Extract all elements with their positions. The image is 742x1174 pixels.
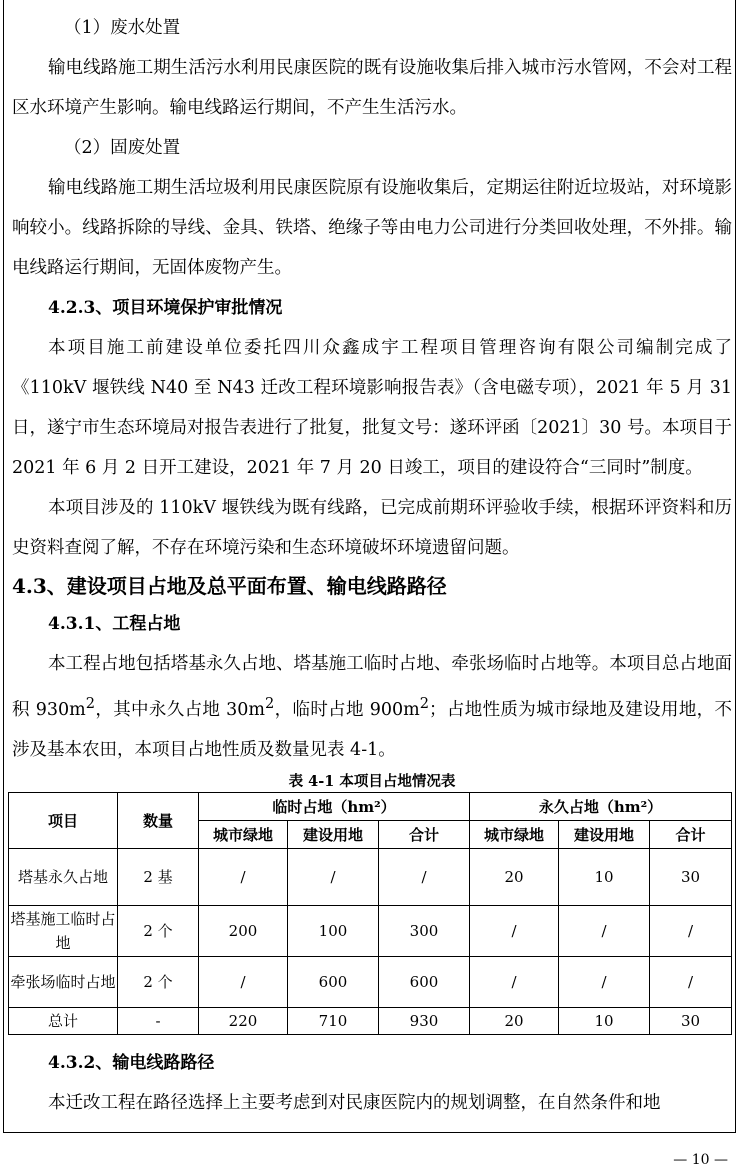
table-cell: / <box>559 956 650 1007</box>
row-item-label: 牵张场临时占地 <box>9 956 118 1007</box>
table-cell: 20 <box>470 1007 559 1034</box>
table-cell: / <box>288 848 379 905</box>
land-text-4: ；占地性质为城市绿地及建设用地，不涉及基本农田，本项目占地性质及数量见表 4-1。 <box>12 699 733 760</box>
waste-water-title: （1）废水处置 <box>64 18 181 38</box>
heading-4-2-3: 4.2.3、项目环境保护审批情况 <box>48 298 283 318</box>
superscript-2: 2 <box>85 695 96 712</box>
row-item-label: 总计 <box>9 1007 118 1034</box>
land-use-paragraph <box>12 644 732 770</box>
table-cell: 710 <box>288 1007 379 1034</box>
header-permanent: 永久占地（hm²） <box>470 792 732 820</box>
table-cell: 600 <box>288 956 379 1007</box>
superscript-2: 2 <box>419 695 430 712</box>
page-number: — 10 — <box>673 1152 728 1168</box>
table-header-row <box>9 792 732 820</box>
table-cell: 30 <box>650 848 732 905</box>
solid-waste-paragraph: 输电线路施工期生活垃圾利用民康医院原有设施收集后，定期运往附近垃圾站，对环境影响较小。线路拆除的导线、金具、铁塔、绝缘子等由电力公司进行分类回收处理，不外排。输电线路运行期间，无固体废物产生。 <box>12 178 732 278</box>
row-quantity: 2 个 <box>118 956 199 1007</box>
table-cell: 930 <box>379 1007 470 1034</box>
subheader-cell: 城市绿地 <box>470 820 559 848</box>
waste-water-paragraph: 输电线路施工期生活污水利用民康医院的既有设施收集后排入城市污水管网，不会对工程区水环境产生影响。输电线路运行期间，不产生生活污水。 <box>12 58 732 118</box>
table-cell: 220 <box>199 1007 288 1034</box>
table-cell: / <box>199 848 288 905</box>
heading-4-3-2: 4.3.2、输电线路路径 <box>48 1052 215 1073</box>
row-item-label: 塔基永久占地 <box>9 848 118 905</box>
subheader-cell: 合计 <box>379 820 470 848</box>
row-quantity: 2 基 <box>118 848 199 905</box>
land-text-1: 本工程占地包括塔基永久占地、塔基施工临时占地、牵张场临时占地等。本项目总占地面积 930m <box>12 654 732 720</box>
land-text-3: ，临时占地 900m <box>274 699 420 720</box>
table-cell: / <box>650 956 732 1007</box>
table-cell: 10 <box>559 848 650 905</box>
superscript-2: 2 <box>265 695 275 712</box>
row-quantity: - <box>118 1007 199 1034</box>
table-cell: / <box>470 956 559 1007</box>
table-row <box>9 848 732 905</box>
header-quantity: 数量 <box>118 792 199 848</box>
table-cell: 30 <box>650 1007 732 1034</box>
row-quantity: 2 个 <box>118 905 199 956</box>
table-cell: / <box>650 905 732 956</box>
route-paragraph: 本迁改工程在路径选择上主要考虑到对民康医院内的规划调整，在自然条件和地 <box>48 1092 661 1113</box>
subheader-cell: 合计 <box>650 820 732 848</box>
land-text-2: ，其中永久占地 30m <box>95 699 266 720</box>
table-total-row <box>9 1007 732 1034</box>
heading-4-3-1: 4.3.1、工程占地 <box>48 614 181 634</box>
table-cell: 300 <box>379 905 470 956</box>
table-cell: 20 <box>470 848 559 905</box>
subheader-cell: 建设用地 <box>288 820 379 848</box>
table-cell: / <box>559 905 650 956</box>
heading-4-3: 4.3、建设项目占地及总平面布置、输电线路路径 <box>12 574 447 598</box>
header-temporary: 临时占地（hm²） <box>199 792 470 820</box>
table-row <box>9 905 732 956</box>
table-row <box>9 956 732 1007</box>
table-cell: 600 <box>379 956 470 1007</box>
approval-paragraph-1: 本项目施工前建设单位委托四川众鑫成宇工程项目管理咨询有限公司编制完成了《110kV 堰铁线 N40 至 N43 迁改工程环境影响报告表》（含电磁专项），2021 年 5 月 31 日，遂宁市生态环境局对报告表进行了批复，批复文号：遂环评函〔2021〕30 号。本项目于 2021 年 6 月 2 日开工建设，2021 年 7 月 20 日竣工，项目的建设符合“三同时”制度。 <box>12 338 732 478</box>
table-cell: 100 <box>288 905 379 956</box>
solid-waste-title: （2）固废处置 <box>64 138 181 158</box>
header-item: 项目 <box>9 792 118 848</box>
land-use-table <box>8 792 732 1035</box>
approval-paragraph-2: 本项目涉及的 110kV 堰铁线为既有线路，已完成前期环评验收手续，根据环评资料和历史资料查阅了解，不存在环境污染和生态环境破坏环境遗留问题。 <box>12 498 732 558</box>
document-body <box>12 8 732 1123</box>
table-cell: 10 <box>559 1007 650 1034</box>
subheader-cell: 建设用地 <box>559 820 650 848</box>
table-cell: / <box>199 956 288 1007</box>
table-caption: 表 4-1 本项目占地情况表 <box>288 772 456 790</box>
row-item-label: 塔基施工临时占地 <box>9 905 118 956</box>
table-cell: / <box>470 905 559 956</box>
subheader-cell: 城市绿地 <box>199 820 288 848</box>
table-cell: 200 <box>199 905 288 956</box>
table-cell: / <box>379 848 470 905</box>
